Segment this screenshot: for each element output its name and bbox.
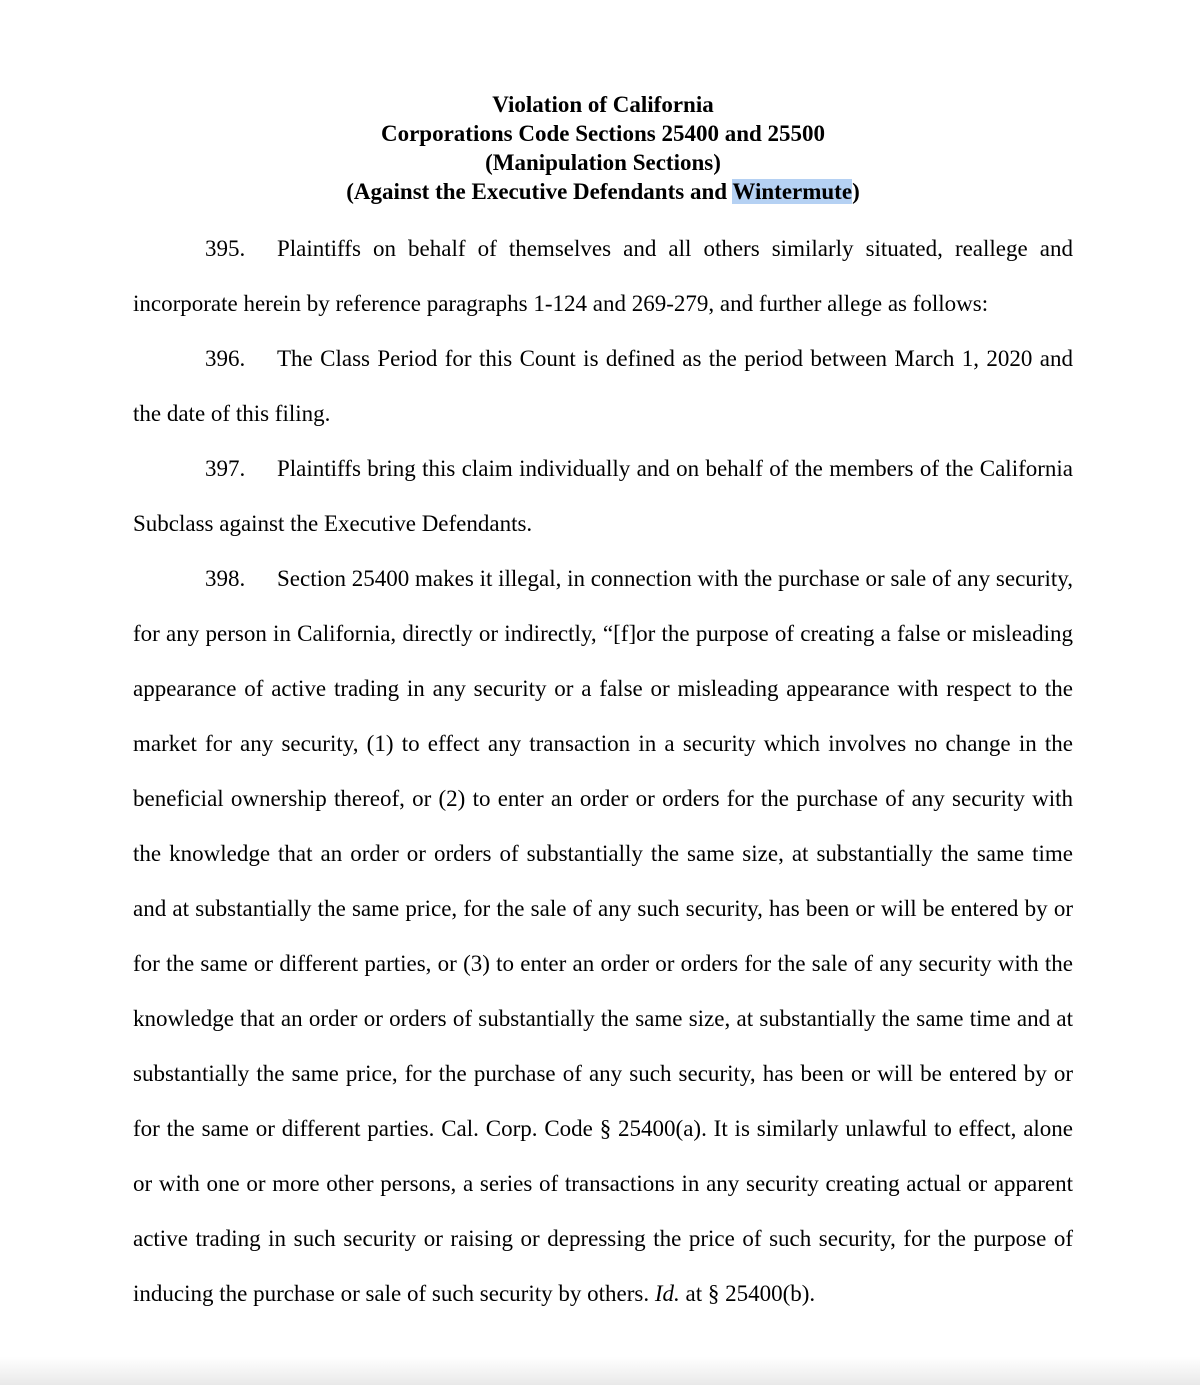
paragraph-396 [133, 331, 1073, 441]
paragraph-text: The Class Period for this Count is defined as the period between March 1, 2020 and the date of this filing. [133, 346, 1073, 426]
paragraph-395 [133, 221, 1073, 331]
highlighted-text-wintermute: Wintermute [732, 179, 853, 204]
paragraph-text-after-citation: at § 25400(b). [679, 1281, 816, 1306]
heading-against-suffix: ) [852, 179, 860, 204]
heading-line-against [133, 177, 1073, 206]
paragraph-number: 398. [205, 566, 246, 591]
heading-against-prefix: (Against the Executive Defendants and [346, 179, 733, 204]
paragraph-text: Plaintiffs on behalf of themselves and all others similarly situated, reallege and incorporate herein by reference paragraphs 1-124 and 269-279, and further allege as follows: [133, 236, 1073, 316]
paragraph-397 [133, 441, 1073, 551]
page-bottom-edge [0, 1357, 1200, 1385]
paragraph-number: 397. [205, 456, 246, 481]
paragraph-number: 395. [205, 236, 246, 261]
paragraph-398 [133, 551, 1073, 1321]
id-citation: Id. [654, 1281, 680, 1306]
paragraph-text: Section 25400 makes it illegal, in connection with the purchase or sale of any security, for any person in California, directly or indirectly, “[f]or the purpose of creating a false or misleading appearance of active trading in any security or a false or misleading appearance with respect to the market for any security, (1) to effect any transaction in a security which involves no change in the beneficial ownership thereof, or (2) to enter an order or orders for the purchase of any security with the knowledge that an order or orders of substantially the same size, at substantially the same time and at substantially the same price, for the sale of any such security, has been or will be entered by or for the same or different parties, or (3) to enter an order or orders for the sale of any security with the knowledge that an order or orders of substantially the same size, at substantially the same time and at substantially the same price, for the purchase of any such security, has been or will be entered by or for the same or different parties. Cal. Corp. Code § 25400(a). It is similarly unlawful to effect, alone or with one or more other persons, a series of transactions in any security creating actual or apparent active trading in such security or raising or depressing the price of such security, for the purpose of inducing the purchase or sale of such security by others. [133, 566, 1073, 1306]
heading-line-code-sections: Corporations Code Sections 25400 and 25500 [380, 121, 826, 146]
heading-line-violation: Violation of California [492, 92, 714, 117]
heading-line-manipulation: (Manipulation Sections) [485, 150, 721, 175]
paragraph-number: 396. [205, 346, 246, 371]
paragraph-text: Plaintiffs bring this claim individually and on behalf of the members of the California Subclass against the Executive Defendants. [133, 456, 1073, 536]
count-heading [133, 90, 1073, 206]
body-text [133, 221, 1073, 1321]
